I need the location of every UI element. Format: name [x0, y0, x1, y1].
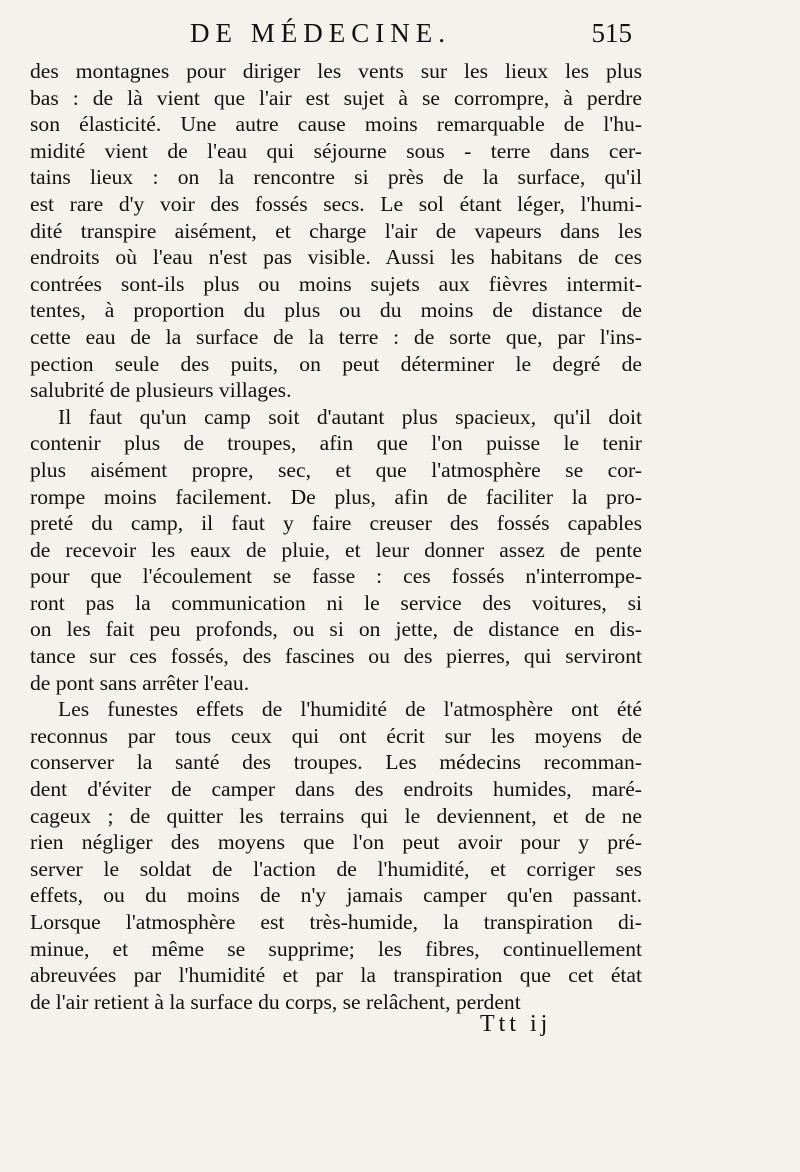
text-line: rompe moins facilement. De plus, afin de faciliter la pro-: [30, 484, 642, 509]
text-line: tains lieux : on la rencontre si près de la surface, qu'il: [30, 165, 642, 190]
text-line: des montagnes pour diriger les vents sur les lieux les plus: [30, 59, 642, 83]
text-line: dité transpire aisément, et charge l'air de vapeurs dans les: [30, 218, 642, 243]
text-line: Lorsque l'atmosphère est très-humide, la transpiration di-: [30, 910, 642, 934]
page-number: 515: [591, 18, 632, 48]
text-line: server le soldat de l'action de l'humidité, et corriger ses: [30, 856, 642, 881]
running-head: DE MÉDECINE.: [190, 18, 451, 48]
text-line: tance sur ces fossés, des fascines ou des pierres, qui serviront: [30, 644, 642, 669]
text-line: de pont sans arrêter l'eau.: [30, 670, 250, 695]
text-line: son élasticité. Une autre cause moins remarquable de l'hu-: [30, 112, 642, 137]
text-line: bas : de là vient que l'air est sujet à se corrompre, à perdre: [30, 85, 642, 110]
text-line: effets, ou du moins de n'y jamais camper qu'en passant.: [30, 883, 642, 908]
text-line: midité vient de l'eau qui séjourne sous - terre dans cer-: [30, 138, 642, 163]
text-line: plus aisément propre, sec, et que l'atmosphère se cor-: [30, 457, 642, 482]
text-line: ront pas la communication ni le service des voitures, si: [30, 590, 642, 615]
text-line: rien négliger des moyens que l'on peut avoir pour y pré-: [30, 830, 642, 855]
body-text: [30, 58, 642, 1015]
text-line: contenir plus de troupes, afin que l'on puisse le tenir: [30, 431, 642, 456]
text-line: cette eau de la surface de la terre : de sorte que, par l'ins-: [30, 324, 642, 349]
text-line: contrées sont-ils plus ou moins sujets aux fièvres intermit-: [30, 271, 642, 296]
text-line: on les fait peu profonds, ou si on jette, de distance en dis-: [30, 617, 642, 642]
text-line: preté du camp, il faut y faire creuser des fossés capables: [30, 511, 642, 536]
text-line: Les funestes effets de l'humidité de l'atmosphère ont été: [58, 697, 642, 722]
text-line: est rare d'y voir des fossés secs. Le sol étant léger, l'humi-: [30, 191, 642, 216]
text-line: de l'air retient à la surface du corps, se relâchent, perdent: [30, 989, 521, 1014]
text-line: conserver la santé des troupes. Les médecins recomman-: [30, 750, 642, 775]
text-line: tentes, à proportion du plus ou du moins de distance de: [30, 298, 642, 323]
text-line: endroits où l'eau n'est pas visible. Aussi les habitans de ces: [30, 245, 642, 270]
text-line: dent d'éviter de camper dans des endroits humides, maré-: [30, 777, 642, 802]
signature-mark: Ttt ij: [480, 1011, 552, 1037]
text-line: pection seule des puits, on peut déterminer le degré de: [30, 351, 642, 376]
text-line: abreuvées par l'humidité et par la transpiration que cet état: [30, 963, 642, 988]
text-line: de recevoir les eaux de pluie, et leur donner assez de pente: [30, 537, 642, 562]
page-header: [0, 18, 800, 58]
text-line: salubrité de plusieurs villages.: [30, 378, 292, 403]
text-line: pour que l'écoulement se fasse : ces fossés n'interrompe-: [30, 564, 642, 589]
text-line: minue, et même se supprime; les fibres, continuellement: [30, 936, 642, 961]
text-line: Il faut qu'un camp soit d'autant plus spacieux, qu'il doit: [58, 404, 642, 429]
text-line: reconnus par tous ceux qui ont écrit sur les moyens de: [30, 723, 642, 748]
text-line: cageux ; de quitter les terrains qui le deviennent, et de ne: [30, 803, 642, 828]
